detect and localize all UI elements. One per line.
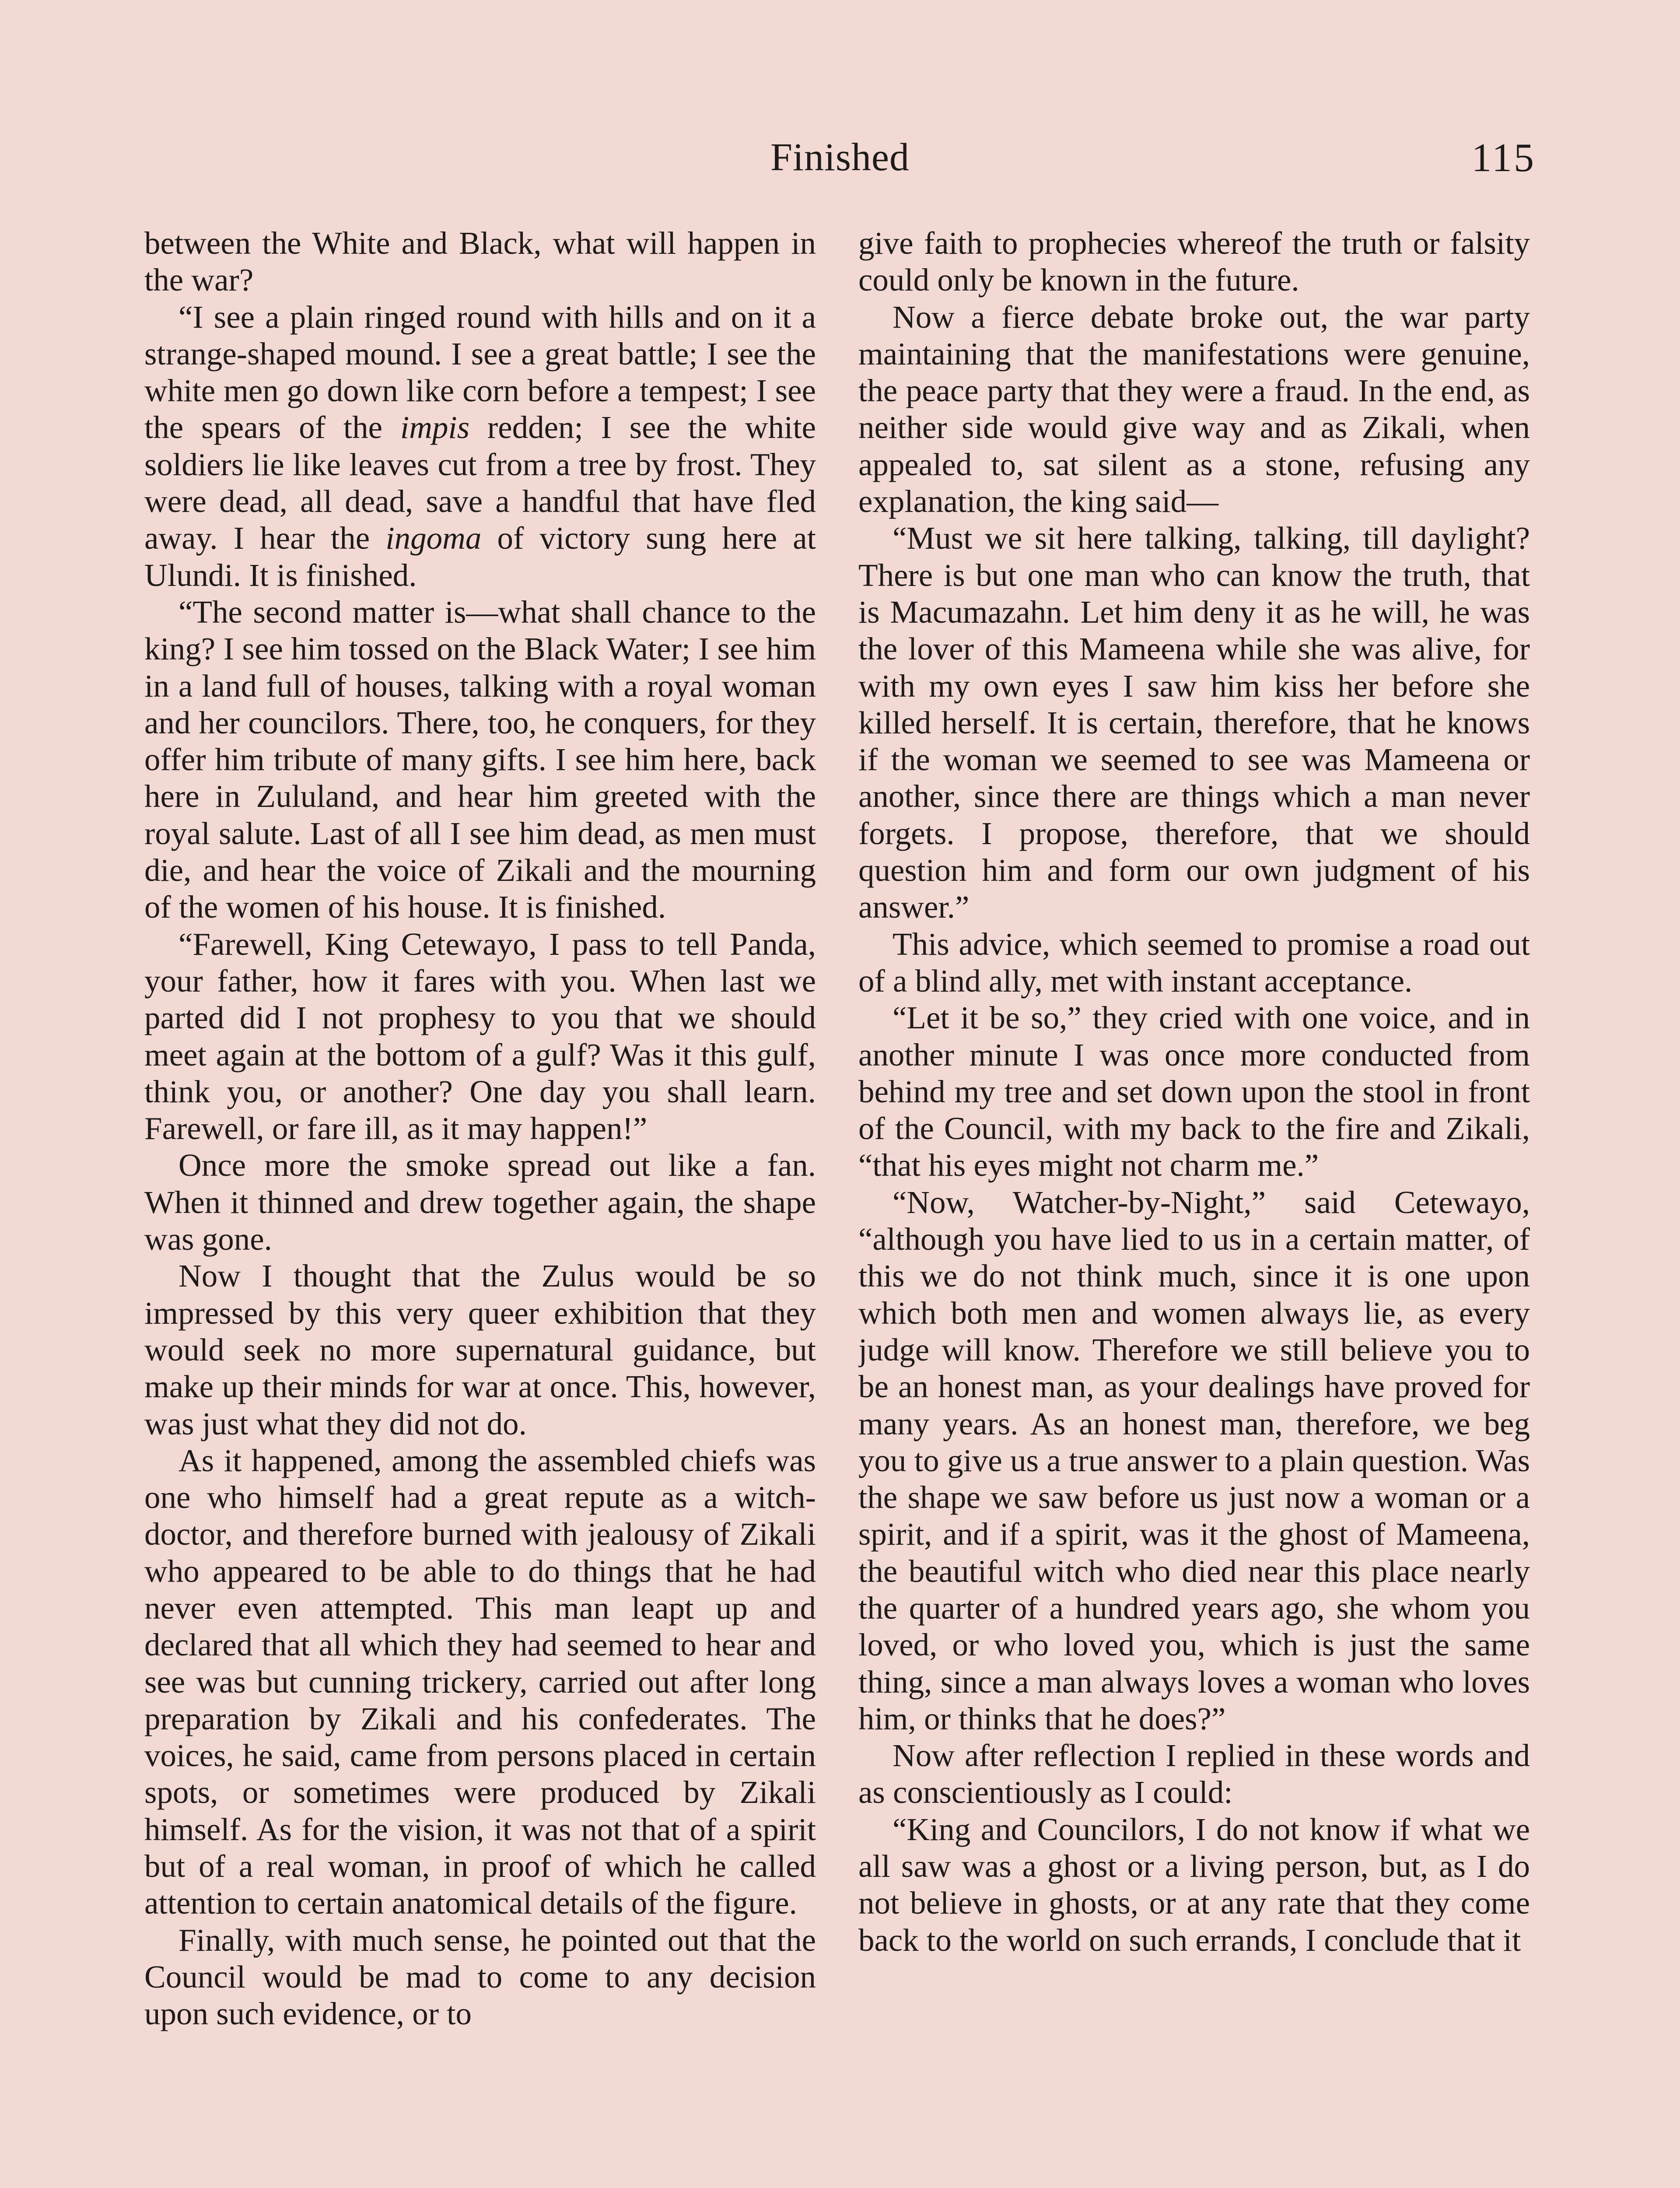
paragraph: “I see a plain ringed round with hills and on it a strange-shaped mound. I see a great battle; I see the white men go down like corn before a tempest; I see the spears of the impis redden; I see the white soldiers lie like leaves cut from a tree by frost. They were dead, all dead, save a handful that have fled away. I hear the ingoma of victory sung here at Ulundi. It is finished. — [144, 299, 816, 593]
left-column — [144, 225, 816, 2188]
paragraph: Finally, with much sense, he pointed out that the Council would be mad to come to any decision upon such evidence, or to — [144, 1922, 816, 2032]
running-head — [144, 131, 1536, 184]
paragraph: “King and Councilors, I do not know if what we all saw was a ghost or a living person, but, as I do not believe in ghosts, or at any rate that they come back to the world on such errands, I conclude that it — [858, 1811, 1530, 1958]
italic-term: ingoma — [385, 520, 482, 556]
paragraph: “Let it be so,” they cried with one voice, and in another minute I was once more conducted from behind my tree and set down upon the stool in front of the Council, with my back to the fire and Zikali, “that his eyes might not charm me.” — [858, 1000, 1530, 1183]
paragraph: “Now, Watcher-by-Night,” said Cetewayo, “although you have lied to us in a certain matter, of this we do not think much, since it is one upon which both men and women always lie, as every judge will know. Therefore we still believe you to be an honest man, as your dealings have proved for many years. As an honest man, therefore, we beg you to give us a true answer to a plain question. Was the shape we saw before us just now a woman or a spirit, and if a spirit, was it the ghost of Mameena, the beautiful witch who died near this place nearly the quarter of a hundred years ago, she whom you loved, or who loved you, which is just the same thing, since a man always loves a woman who loves him, or thinks that he does?” — [858, 1184, 1530, 1736]
paragraph: “The second matter is—what shall chance to the king? I see him tossed on the Black Water; I see him in a land full of houses, talking with a royal woman and her councilors. There, too, he conquers, for they offer him tribute of many gifts. I see him here, back here in Zululand, and hear him greeted with the royal salute. Last of all I see him dead, as men must die, and hear the voice of Zikali and the mourning of the women of his house. It is finished. — [144, 594, 816, 925]
paragraph: give faith to prophecies whereof the truth or falsity could only be known in the future. — [858, 225, 1530, 298]
right-column — [858, 225, 1530, 2188]
paragraph: “Farewell, King Cetewayo, I pass to tell Panda, your father, how it fares with you. When last we parted did I not prophesy to you that we should meet again at the bottom of a gulf? Was it this gulf, think you, or another? One day you shall learn. Farewell, or fare ill, as it may happen!” — [144, 926, 816, 1147]
page-number: 115 — [1471, 135, 1536, 180]
paragraph: Now after reflection I replied in these words and as conscientiously as I could: — [858, 1738, 1530, 1810]
chapter-title: Finished — [770, 136, 910, 179]
paragraph: Now I thought that the Zulus would be so impressed by this very queer exhibition that they would seek no more supernatural guidance, but make up their minds for war at once. This, however, was just what they did not do. — [144, 1258, 816, 1441]
paragraph: between the White and Black, what will happen in the war? — [144, 225, 816, 298]
paragraph: “Must we sit here talking, talking, till daylight? There is but one man who can know the truth, that is Macumazahn. Let him deny it as he will, he was the lover of this Mameena while she was alive, for with my own eyes I saw him kiss her before she killed herself. It is certain, therefore, that he knows if the woman we seemed to see was Mameena or another, since there are things which a man never forgets. I propose, therefore, that we should question him and form our own judgment of his answer.” — [858, 520, 1530, 925]
italic-term: impis — [400, 410, 470, 445]
paragraph: As it happened, among the assembled chiefs was one who himself had a great repute as a witch-doctor, and therefore burned with jealousy of Zikali who appeared to be able to do things that he had never even attempted. This man leapt up and declared that all which they had seemed to hear and see was but cunning trickery, carried out after long preparation by Zikali and his confederates. The voices, he said, came from persons placed in certain spots, or sometimes were produced by Zikali himself. As for the vision, it was not that of a spirit but of a real woman, in proof of which he called attention to certain anatomical details of the figure. — [144, 1442, 816, 1921]
paragraph: This advice, which seemed to promise a road out of a blind ally, met with instant acceptance. — [858, 926, 1530, 999]
paragraph: Now a fierce debate broke out, the war party maintaining that the manifestations were genuine, the peace party that they were a fraud. In the end, as neither side would give way and as Zikali, when appealed to, sat silent as a stone, refusing any explanation, the king said— — [858, 299, 1530, 519]
paragraph: Once more the smoke spread out like a fan. When it thinned and drew together again, the shape was gone. — [144, 1147, 816, 1257]
